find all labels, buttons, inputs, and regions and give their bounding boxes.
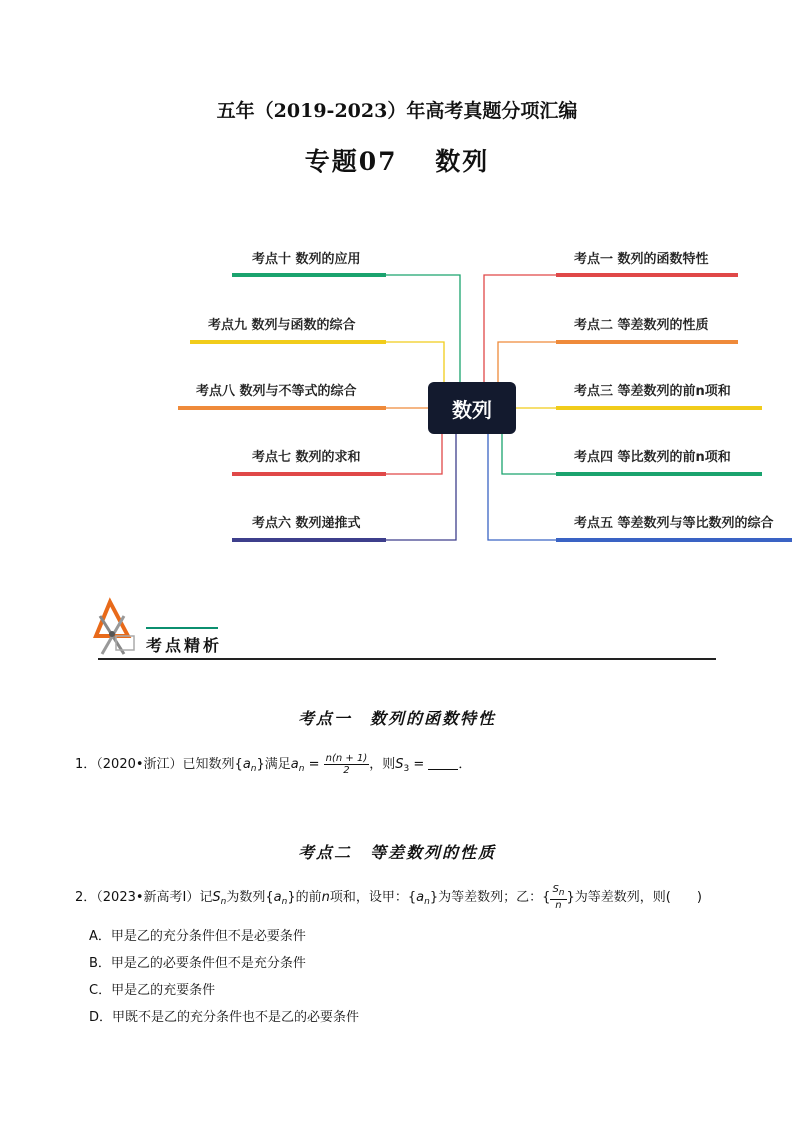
q1-frac-num: n(n + 1): [325, 753, 368, 764]
q1-prefix: 1．（2020•浙江）已知数列: [75, 757, 235, 772]
q1-eq: =: [304, 757, 324, 772]
q2-option-a[interactable]: A．甲是乙的充分条件但不是必要条件: [89, 929, 306, 944]
document-title: 五年（2019-2023）年高考真题分项汇编: [216, 100, 578, 122]
mindmap-node-right-1: 考点一 数列的函数特性: [574, 252, 709, 267]
q2-option-d[interactable]: D．甲既不是乙的充分条件也不是乙的必要条件: [89, 1010, 360, 1025]
q1-mid: 满足: [264, 757, 291, 772]
mindmap-node-left-4: 考点七 数列的求和: [252, 450, 361, 465]
q1-answer-blank[interactable]: [428, 757, 458, 770]
mindmap-connector-right-1: [484, 275, 556, 382]
document-subtitle: 专题07 数列: [304, 147, 490, 176]
banner-title: 考点精析: [146, 636, 223, 655]
drafting-tools-icon: [88, 596, 144, 658]
mindmap-center-node: 数列: [428, 382, 516, 434]
q2-option-c[interactable]: C．甲是乙的充要条件: [89, 983, 216, 998]
question-1: 1．（2020•浙江）已知数列$\{a_n\}$满足$a_n$ = $\frac{n(n + 1)}{2}$ ，则$S_3$ = ．: [75, 753, 472, 776]
q1-then: ，则: [369, 757, 396, 772]
mindmap-node-right-2: 考点二 等差数列的性质: [574, 318, 709, 333]
q2-mid2: 的前: [295, 889, 322, 905]
q2-option-b[interactable]: B．甲是乙的必要条件但不是充分条件: [89, 956, 306, 971]
q1-seq: a: [242, 757, 251, 772]
q1-end: ．: [458, 757, 472, 772]
q1-fraction: [324, 753, 370, 776]
q2-end: 为等差数列，则( ): [574, 889, 702, 905]
mindmap-connector-left-4: [386, 434, 442, 474]
q2-mid: 为数列: [226, 889, 266, 905]
q2-n: n: [321, 889, 330, 905]
q1-eq2: =: [409, 757, 429, 772]
q1-seq-sub: n: [250, 764, 257, 774]
q2-frac-den: n: [555, 899, 562, 911]
section-heading-2: 考点二 等差数列的性质: [297, 843, 496, 862]
q1-lhs: a: [290, 757, 299, 772]
mindmap-node-left-1: 考点十 数列的应用: [252, 252, 361, 267]
banner-accent-line: [146, 627, 218, 629]
q1-frac-den: 2: [343, 765, 350, 776]
mindmap-node-right-3: 考点三 等差数列的前n项和: [574, 384, 731, 399]
q2-seq: a: [273, 889, 282, 905]
mindmap-node-left-5: 考点六 数列递推式: [252, 516, 361, 531]
mindmap-node-right-4: 考点四 等比数列的前n项和: [574, 450, 731, 465]
mindmap-node-right-5: 考点五 等差数列与等比数列的综合: [574, 516, 774, 531]
q1-lhs-sub: n: [298, 764, 305, 774]
q1-s-sub: 3: [403, 764, 410, 774]
q2-mid4: 为等差数列；乙：: [438, 889, 543, 905]
q2-mid3: 项和，设甲：: [329, 889, 408, 905]
q2-frac-num-s: S: [552, 884, 559, 895]
question-2: 2．（2023•新高考Ⅰ）记$S_n$为数列$\{a_n\}$的前n项和，设甲：$\{a_n\}$为等差数列；乙：{ $\frac{Sn}{n}$ }为等差数列，则( ): [75, 884, 702, 911]
q2-frac-num: [550, 884, 566, 900]
mindmap-node-left-2: 考点九 数列与函数的综合: [208, 318, 356, 333]
q2-seq-sub: n: [281, 896, 288, 907]
q2-seq-b-sub: n: [424, 896, 430, 907]
banner-rule: [98, 658, 716, 660]
q2-prefix: 2．（2023•新高考Ⅰ）记: [75, 889, 213, 905]
mindmap-connector-right-2: [498, 342, 556, 382]
mindmap-connector-left-1: [386, 275, 460, 382]
q2-s-sub: n: [220, 896, 227, 907]
section-heading-1: 考点一 数列的函数特性: [297, 709, 496, 728]
mindmap-connector-right-5: [488, 434, 556, 540]
mindmap-connector-right-4: [502, 434, 556, 474]
mindmap-connector-left-5: [386, 434, 456, 540]
q1-s: S: [395, 757, 404, 772]
mindmap-node-left-3: 考点八 数列与不等式的综合: [196, 384, 357, 399]
q2-seq-b: a: [416, 889, 425, 905]
q2-frac-num-sub: n: [558, 888, 565, 898]
q2-fraction: [550, 884, 566, 911]
mindmap-connector-left-2: [386, 342, 444, 382]
q2-s: S: [212, 889, 221, 905]
